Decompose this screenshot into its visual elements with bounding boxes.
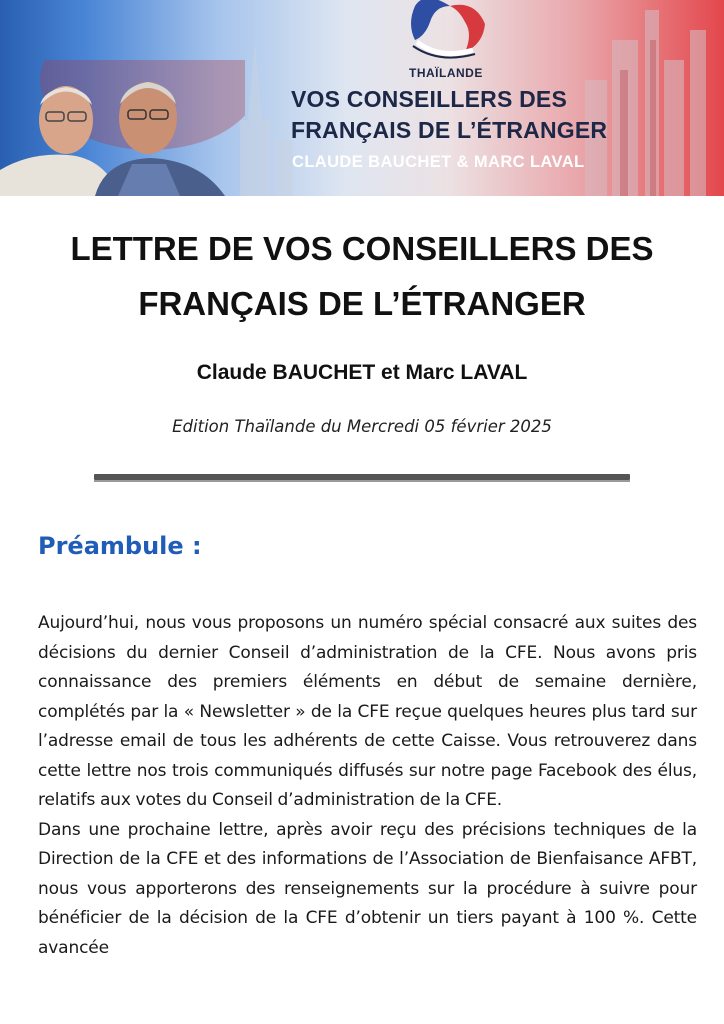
letter-authors: Claude BAUCHET et Marc LAVAL — [196, 361, 528, 384]
banner-country-label: THAÏLANDE — [409, 66, 483, 80]
section-heading-preambule: Préambule : — [38, 532, 202, 560]
marianne-logo-icon — [395, 0, 495, 66]
letter-title-line2: FRANÇAIS DE L’ÉTRANGER — [138, 285, 586, 322]
preambule-body — [38, 609, 697, 963]
header-banner — [0, 0, 724, 196]
letter-edition-date: Edition Thaïlande du Mercredi 05 février 2025 — [172, 417, 552, 436]
advisors-photo — [0, 60, 245, 196]
horizontal-divider — [94, 474, 630, 480]
banner-title-line1: VOS CONSEILLERS DES — [291, 86, 568, 112]
body-paragraph: Dans une prochaine lettre, après avoir reçu des précisions techniques de la Direction de la CFE et des informations de l’Association de Bienfaisance AFBT, nous vous apporterons des renseignements sur la procédure à suivre pour bénéficier de la décision de la CFE d’obtenir un tiers payant à 100 %. Cette avancée — [38, 819, 697, 958]
letter-title — [0, 221, 724, 331]
banner-title-line2: FRANÇAIS DE L’ÉTRANGER — [291, 117, 608, 143]
banner-advisor-names: CLAUDE BAUCHET & MARC LAVAL — [292, 153, 585, 171]
letter-title-line1: LETTRE DE VOS CONSEILLERS DES — [70, 230, 654, 267]
banner-title — [291, 84, 711, 146]
body-paragraph: Aujourd’hui, nous vous proposons un numéro spécial consacré aux suites des décisions du dernier Conseil d’administration de la CFE. Nous avons pris connaissance des premiers éléments en début de semaine dernière, complétés par la « Newsletter » de la CFE reçue quelques heures plus tard sur l’adresse email de tous les adhérents de cette Caisse. Vous retrouverez dans cette lettre nos trois communiqués diffusés sur notre page Facebook des élus, relatifs aux votes du Conseil d’administration de la CFE. — [38, 613, 697, 810]
